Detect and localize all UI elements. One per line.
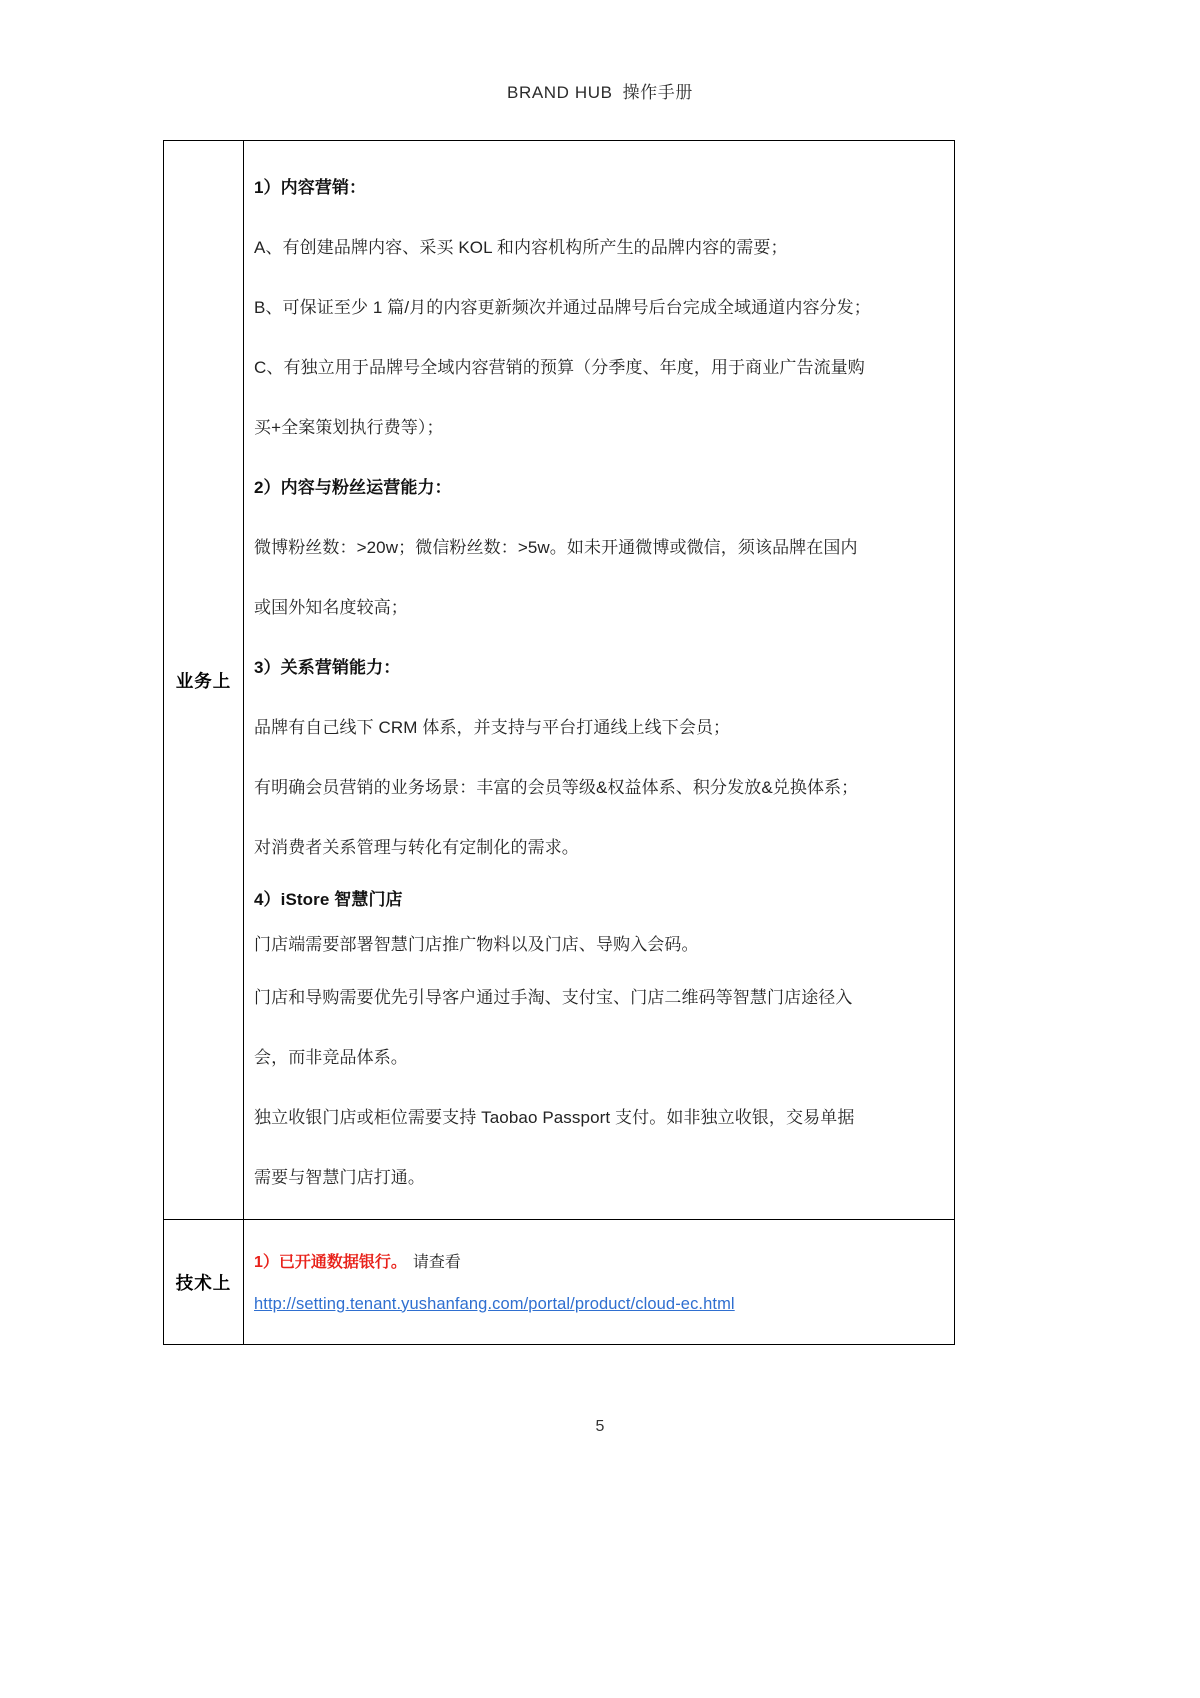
- requirements-table: [163, 140, 955, 1345]
- paragraph-3b: 有明确会员营销的业务场景：丰富的会员等级&权益体系、积分发放&兑换体系；: [254, 777, 859, 797]
- paragraph-3a: 品牌有自己线下 CRM 体系，并支持与平台打通线上线下会员；: [254, 717, 731, 737]
- row-label-technical: 技术上: [164, 1220, 244, 1345]
- paragraph-1c: C、有独立用于品牌号全域内容营销的预算（分季度、年度，用于商业广告流量购: [254, 357, 865, 377]
- paragraph-4c: 独立收银门店或柜位需要支持 Taobao Passport 支付。如非独立收银，交易单据: [254, 1107, 855, 1127]
- paragraph-heading-4: 4）iStore 智慧门店: [254, 890, 403, 909]
- technical-requirement-plain-text: 请查看: [412, 1253, 461, 1271]
- paragraph-2a-cont: 或国外知名度较高；: [254, 597, 408, 617]
- row-body-technical: [244, 1220, 955, 1345]
- header-title-cn: 操作手册: [622, 83, 693, 102]
- table-row-business: [164, 141, 955, 1220]
- paragraph-3c: 对消费者关系管理与转化有定制化的需求。: [254, 837, 579, 857]
- header-brand: BRAND HUB: [507, 83, 613, 102]
- paragraph-1c-cont: 买+全案策划执行费等）；: [254, 417, 444, 437]
- paragraph-4b-cont: 会，而非竞品体系。: [254, 1047, 408, 1067]
- paragraph-2a: 微博粉丝数：>20w；微信粉丝数：>5w。如未开通微博或微信，须该品牌在国内: [254, 537, 858, 557]
- paragraph-heading-3: 3）关系营销能力：: [254, 657, 401, 677]
- paragraph-4a: 门店端需要部署智慧门店推广物料以及门店、导购入会码。: [254, 935, 699, 954]
- paragraph-4b: 门店和导购需要优先引导客户通过手淘、支付宝、门店二维码等智慧门店途径入: [254, 987, 853, 1007]
- page-header: [0, 78, 1200, 103]
- paragraph-1a: A、有创建品牌内容、采买 KOL 和内容机构所产生的品牌内容的需要；: [254, 237, 788, 257]
- technical-link-line: [254, 1282, 954, 1326]
- paragraph-1b: B、可保证至少 1 篇/月的内容更新频次并通过品牌号后台完成全域通道内容分发；: [254, 297, 871, 317]
- row-body-business: [244, 141, 955, 1220]
- page-number: 5: [595, 1418, 605, 1435]
- data-bank-link[interactable]: http://setting.tenant.yushanfang.com/portal/product/cloud-ec.html: [254, 1294, 735, 1313]
- paragraph-4c-cont: 需要与智慧门店打通。: [254, 1167, 425, 1187]
- technical-requirement-heading: [254, 1238, 954, 1282]
- technical-requirement-red-text: 1）已开通数据银行。: [254, 1253, 407, 1271]
- paragraph-heading-1: 1）内容营销：: [254, 177, 367, 197]
- table-row-technical: [164, 1220, 955, 1345]
- paragraph-heading-2: 2）内容与粉丝运营能力：: [254, 477, 452, 497]
- row-label-business: 业务上: [164, 141, 244, 1220]
